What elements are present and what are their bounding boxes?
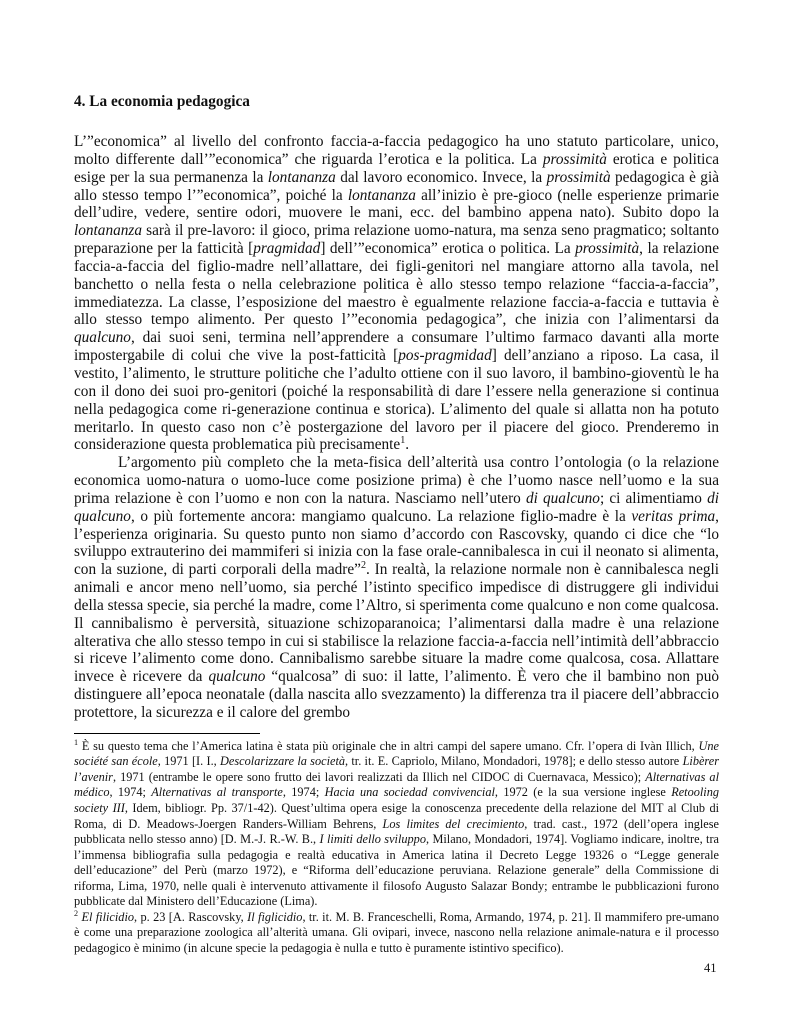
text-run: , Milano, Mondadori, 1974]. Vogliamo indicare, inoltre, tra l’immensa bibliografia sulla pedagogia e realtà educativa in America latina il Decreto Legge 19326 o “Legge generale dell’educazione” del Perù (marzo 1972), e “Riforma dell’educazione peruviana. Relazione generale” della Commissione di riforma, Lima, 1970, nelle quali è intervenuto attivamente il filosofo Augusto Salazar Bondy; entrambe le pubblicazioni furono pubblicate dal Ministero dell’Educazione (Lima).	[74, 832, 719, 909]
text-run: , 1971 (entrambe le opere sono frutto dei lavori realizzati da Illich nel CIDOC di Cuernavaca, Messico);	[112, 769, 646, 784]
italic-run: prossimità	[546, 168, 611, 186]
section-title: 4. La economia pedagogica	[74, 93, 250, 110]
italic-run: Hacia una sociedad convivencial	[324, 785, 495, 800]
page-body	[74, 92, 719, 957]
text-run: “qualcosa” di suo: il latte, l’alimento. È vero che il bambino non può distinguere all’epoca neonatale (dalla nascita allo svezzamento) la differenza tra il piacere dell’abbraccio protettore, la sicurezza e il calore del grembo	[74, 668, 720, 721]
italic-run: Il figlicidio	[247, 909, 303, 924]
italic-run: veritas prima	[631, 507, 716, 525]
italic-run: qualcuno	[208, 668, 266, 686]
text-run: L’argomento più completo che la meta-fisica dell’alterità usa contro l’ontologia (o la relazione economica uomo-natura o uomo-luce come posizione prima) è che l’uomo nasce nell’uomo e la sua prima relazione è con l’uomo e non con la natura. Nasciamo nell’utero	[74, 454, 719, 507]
italic-run: lontananza	[347, 186, 416, 204]
footnote-1	[74, 739, 719, 910]
italic-run: prossimità	[542, 150, 607, 168]
text-run: ] dell’”economica” erotica o politica. La	[320, 240, 576, 258]
italic-run: prossimità	[575, 240, 640, 258]
text-run: , 1974;	[109, 785, 152, 800]
text-run: , tr. it. M. B. Franceschelli, Roma, Armando, 1974, p. 21]. Il mammifero pre-umano è come una preparazione zoologica all’alterità umana. Gli ovipari, invece, nascono nella relazione animale-natura e il processo pedagogico è minimo (in alcune specie la pedagogia è nulla e tutto è puramente istintivo specifico).	[74, 909, 719, 955]
text-run: , trad. cast., 1972 (dell’opera inglese pubblicata nello stesso anno) [D. M.-J. R.-W. B.,	[74, 816, 719, 847]
text-run: , tr. it. E. Capriolo, Milano, Mondadori, 1978]; e dello stesso autore	[345, 754, 683, 769]
footnote-2	[74, 910, 719, 957]
text-run: , 1972 (e la sua versione inglese	[494, 785, 672, 800]
text-run: all’inizio è pre-gioco (nelle esperienze primarie dell’udire, vedere, sentire odori, muovere le mani, ecc. del bambino appena nato). Subito dopo la	[74, 186, 719, 222]
text-run: ; ci alimentiamo	[599, 489, 708, 507]
italic-run: lontananza	[267, 168, 336, 186]
text-run: , 1974;	[282, 785, 325, 800]
text-run: , l’esperienza originaria. Su questo punto non siamo d’accordo con Rascovsky, quando ci dice che “lo sviluppo extrauterino dei mammiferi si inizia con la fase orale-cannibalesca in cui il neonato si alimenta, con la suzione, di parti corporali della madre”	[74, 507, 719, 579]
italic-run: Alternativas al médico	[74, 769, 720, 800]
footnote-separator	[74, 733, 260, 734]
italic-run: lontananza	[74, 222, 142, 240]
italic-run: Libèrer l’avenir	[74, 754, 719, 784]
footnote-ref: 1	[400, 435, 406, 447]
italic-run: di qualcuno	[74, 489, 720, 525]
text-run: , dai suoi seni, termina nell’apprendere a consumare l’ultimo farmaco davanti alla morte impostergabile di colui che vive la post-fatticità [	[74, 329, 719, 365]
text-run: , Idem, bibliogr. Pp. 37/1-42). Quest’ultima opera esige la conoscenza precedente della relazione del MIT al Club di Roma, di D. Meadows-Joergen Randers-William Behrens,	[74, 801, 720, 831]
italic-run: I limiti dello sviluppo	[319, 832, 426, 847]
text-run: dal lavoro economico. Invece, la	[335, 168, 547, 186]
footnote-ref: 2	[74, 908, 79, 918]
text-run: .	[405, 436, 410, 454]
text-run: , o più fortemente ancora: mangiamo qualcuno. La relazione figlio-madre è la	[130, 507, 632, 525]
text-run: , la relazione faccia-a-faccia del figlio-madre nell’allattare, dei figli-genitori nel mangiare attorno alla tavola, nel banchetto o nella festa o nella celebrazione politica è allo stesso tempo relazione “faccia-a-faccia”, immediatezza. La classe, l’esposizione del maestro è egualmente relazione faccia-a-faccia e tuttavia è allo stesso tempo alimento. Per questo l’”economia pedagogica”, che inizia con l’alimentarsi da	[74, 240, 719, 329]
text-run: , p. 23 [A. Rascovsky,	[134, 909, 248, 924]
italic-run: Descolarizzare la società	[220, 754, 346, 769]
italic-run: pragmidad	[253, 240, 321, 258]
italic-run: pos-pragmidad	[398, 347, 492, 365]
italic-run: El filicidio	[81, 909, 135, 924]
text-run: ] dell’anziano a riposo. La casa, il vestito, l’alimento, le strutture politiche che l’adulto ottiene con il suo lavoro, il bambino-gioventù le ha con il dono dei suoi pro-genitori (poiché la responsabilità di dare l’essere nella generazione si continua nella pedagogica come ri-generazione continua e storica). L’alimento del quale si allatta non ha potuto meritarlo. In questo caso non c’è postergazione del lavoro per il piacere del gioco. Prenderemo in considerazione questa problematica più precisamente	[74, 347, 719, 454]
paragraph-2	[74, 454, 719, 722]
text-run: . In realtà, la relazione normale non è cannibalesca negli animali e ancor meno nell’uomo, sia perché l’istinto specifico impedisce di distruggere gli individui della stessa specie, sia perché la madre, come l’Altro, si sperimenta come qualcuno e non come qualcosa. Il cannibalismo è perversità, situazione schizoparanoica; l’alimentarsi dalla madre è una relazione alterativa che allo stesso tempo in cui si stabilisce la relazione faccia-a-faccia nell’intimità dell’abbraccio si riceve l’alimento come dono. Cannibalismo sarebbe situare la madre come qualcosa, cosa. Allattare invece è ricevere da	[74, 561, 720, 686]
text-run: , 1971 [I. I.,	[157, 754, 221, 769]
text-run: erotica e politica esige per la sua permanenza la	[74, 150, 719, 186]
footnote-ref: 2	[360, 560, 367, 572]
italic-run: Retooling society III	[74, 785, 720, 816]
paragraph-1	[74, 133, 719, 454]
page-number: 41	[704, 961, 717, 975]
text-run: L’”economica” al livello del confronto faccia-a-faccia pedagogico ha uno statuto particolare, unico, molto differente dall’”economica” che riguarda l’erotica e la politica. La	[74, 133, 719, 168]
italic-run: Une société san école	[74, 738, 719, 769]
text-run: sarà il pre-lavoro: il gioco, prima relazione uomo-natura, ma senza seno pragmatico; soltanto preparazione per la fatticità [	[74, 222, 719, 258]
italic-run: Alternativas al transporte	[151, 785, 283, 800]
text-run: pedagogica è già allo stesso tempo l’”economica”, poiché la	[74, 168, 719, 204]
footnote-ref: 1	[74, 737, 79, 747]
text-run: È su questo tema che l’America latina è stata più originale che in altri campi del sapere umano. Cfr. l’opera di Ivàn Illich,	[78, 738, 699, 753]
italic-run: qualcuno	[74, 329, 131, 347]
italic-run: Los limites del crecimiento	[382, 816, 525, 831]
italic-run: di qualcuno	[525, 489, 600, 507]
